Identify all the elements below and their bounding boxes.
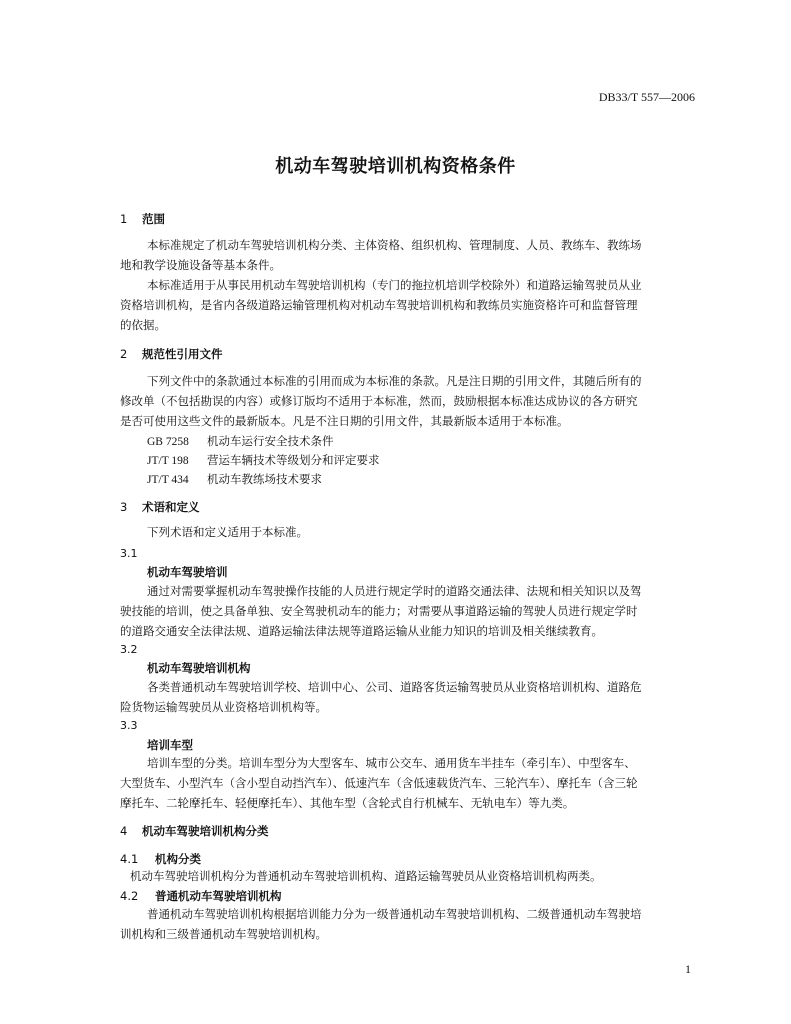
section-number: 4 (120, 824, 128, 838)
section-title: 规范性引用文件 (142, 347, 223, 361)
normative-reference (147, 471, 322, 487)
paragraph-line: 本标准适用于从事民用机动车驾驶培训机构（专门的拖拉机培训学校除外）和道路运输驾驶员从业 (147, 278, 642, 292)
paragraph-line: 驶技能的培训，使之具备单独、安全驾驶机动车的能力；对需要从事道路运输的驾驶人员进行规定学时 (120, 604, 638, 618)
section-number: 1 (120, 212, 128, 226)
paragraph-line: 的依据。 (120, 318, 166, 332)
clause-title: 普通机动车驾驶培训机构 (155, 889, 282, 903)
reference-code: GB 7258 (147, 436, 189, 448)
document-title: 机动车驾驶培训机构资格条件 (275, 156, 516, 177)
paragraph-line: 通过对需要掌握机动车驾驶操作技能的人员进行规定学时的道路交通法律、法规和相关知识以及驾 (147, 584, 642, 598)
paragraph-line: 培训车型的分类。培训车型分为大型客车、城市公交车、通用货车半挂车（牵引车）、中型客车、 (147, 756, 636, 770)
section-1-heading (120, 211, 165, 227)
reference-code: JT/T 434 (147, 474, 189, 486)
section-title: 机动车驾驶培训机构分类 (142, 824, 269, 838)
section-number: 3 (120, 500, 128, 514)
section-number: 2 (120, 347, 128, 361)
term-number: 3.1 (120, 547, 138, 560)
term-title: 培训车型 (147, 738, 193, 752)
paragraph-line: 普通机动车驾驶培训机构根据培训能力分为一级普通机动车驾驶培训机构、二级普通机动车驾驶培 (147, 907, 642, 921)
paragraph-line: 各类普通机动车驾驶培训学校、培训中心、公司、道路客货运输驾驶员从业资格培训机构、道路危 (147, 680, 642, 694)
term-title: 机动车驾驶培训机构 (147, 661, 251, 675)
document-code: DB33/T 557—2006 (598, 90, 695, 104)
term-title: 机动车驾驶培训 (147, 565, 228, 579)
paragraph-line: 下列文件中的条款通过本标准的引用而成为本标准的条款。凡是注日期的引用文件，其随后所有的 (147, 374, 642, 388)
section-2-heading (120, 346, 223, 362)
reference-title: 机动车运行安全技术条件 (207, 434, 334, 448)
paragraph-line: 的道路交通安全法律法规、道路运输法律法规等道路运输从业能力知识的培训及相关继续教育。 (120, 624, 603, 638)
reference-title: 营运车辆技术等级划分和评定要求 (207, 453, 380, 467)
clause-number: 4.2 (120, 889, 139, 903)
paragraph-line: 大型货车、小型汽车（含小型自动挡汽车）、低速汽车（含低速载货汽车、三轮汽车）、摩托车（含三轮 (120, 776, 638, 790)
reference-title: 机动车教练场技术要求 (207, 472, 322, 486)
reference-code: JT/T 198 (147, 455, 189, 467)
term-number: 3.2 (120, 643, 138, 656)
normative-reference (147, 452, 380, 468)
paragraph-line: 本标准规定了机动车驾驶培训机构分类、主体资格、组织机构、管理制度、人员、教练车、教练场 (147, 238, 642, 252)
paragraph-line: 修改单（不包括勘误的内容）或修订版均不适用于本标准，然而，鼓励根据本标准达成协议的各方研究 (120, 394, 638, 408)
normative-reference (147, 433, 334, 449)
section-3-heading (120, 499, 200, 515)
section-title: 术语和定义 (142, 500, 200, 514)
page-number: 1 (685, 962, 691, 976)
paragraph-line: 训机构和三级普通机动车驾驶培训机构。 (120, 927, 327, 941)
paragraph-line: 机动车驾驶培训机构分为普通机动车驾驶培训机构、道路运输驾驶员从业资格培训机构两类。 (130, 869, 602, 883)
term-number: 3.3 (120, 719, 138, 732)
paragraph-line: 下列术语和定义适用于本标准。 (147, 525, 308, 539)
clause-number: 4.1 (120, 852, 139, 866)
paragraph-line: 是否可使用这些文件的最新版本。凡是不注日期的引用文件，其最新版本适用于本标准。 (120, 414, 569, 428)
paragraph-line: 资格培训机构，是省内各级道路运输管理机构对机动车驾驶培训机构和教练员实施资格许可和监督管理 (120, 298, 638, 312)
clause-title: 机构分类 (155, 852, 201, 866)
paragraph-line: 险货物运输驾驶员从业资格培训机构等。 (120, 700, 327, 714)
section-title: 范围 (142, 212, 165, 226)
clause-4-1-heading (120, 851, 201, 867)
clause-4-2-heading (120, 888, 282, 904)
paragraph-line: 地和教学设施设备等基本条件。 (120, 258, 281, 272)
section-4-heading (120, 823, 269, 839)
paragraph-line: 摩托车、二轮摩托车、轻便摩托车）、其他车型（含轮式自行机械车、无轨电车）等九类。 (120, 796, 575, 810)
